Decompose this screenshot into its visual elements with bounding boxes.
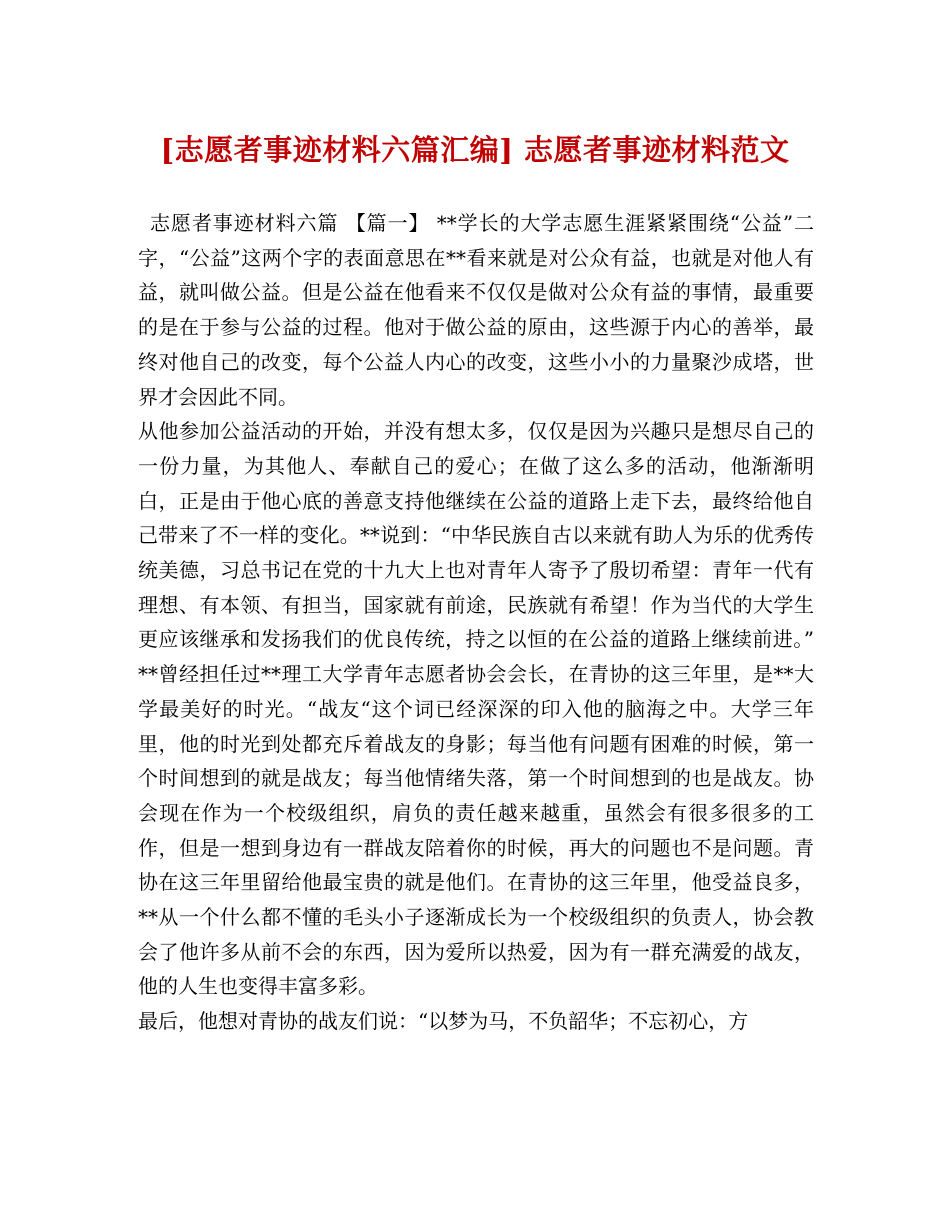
paragraph-2: 从他参加公益活动的开始，并没有想太多，仅仅是因为兴趣只是想尽自己的一份力量，为其他人、奉献自己的爱心；在做了这么多的活动，他渐渐明白，正是由于他心底的善意支持他继续在公益的道路上走下去，最终给他自己带来了不一样的变化。**说到：“中华民族自古以来就有助人为乐的优秀传统美德，习总书记在党的十九大上也对青年人寄予了殷切希望：青年一代有理想、有本领、有担当，国家就有前途，民族就有希望！作为当代的大学生更应该继承和发扬我们的优良传统，持之以恒的在公益的道路上继续前进。” **曾经担任过**理工大学青年志愿者协会会长，在青协的这三年里，是**大学最美好的时光。“战友“这个词已经深深的印入他的脑海之中。大学三年里，他的时光到处都充斥着战友的身影；每当他有问题有困难的时候，第一个时间想到的就是战友；每当他情绪失落，第一个时间想到的也是战友。协会现在作为一个校级组织，肩负的责任越来越重，虽然会有很多很多的工作，但是一想到身边有一群战友陪着你的时候，再大的问题也不是问题。青协在这三年里留给他最宝贵的就是他们。在青协的这三年里，他受益良多，**从一个什么都不懂的毛头小子逐渐成长为一个校级组织的负责人，协会教会了他许多从前不会的东西，因为爱所以热爱，因为有一群充满爱的战友，他的人生也变得丰富多彩。 bbox=[138, 419, 814, 999]
paragraph-3: 最后，他想对青协的战友们说：“以梦为马，不负韶华；不忘初心，方 bbox=[138, 1009, 749, 1034]
document-body bbox=[138, 206, 814, 1039]
paragraph-1: 志愿者事迹材料六篇 【篇一】 **学长的大学志愿生涯紧紧围绕“公益”二字，“公益”这两个字的表面意思在**看来就是对公众有益，也就是对他人有益，就叫做公益。但是公益在他看来不仅仅是做对公众有益的事情，最重要的是在于参与公益的过程。他对于做公益的原由，这些源于内心的善举，最终对他自己的改变，每个公益人内心的改变，这些小小的力量聚沙成塔，世界才会因此不同。 bbox=[138, 211, 814, 409]
document-title: [志愿者事迹材料六篇汇编] 志愿者事迹材料范文 bbox=[160, 133, 790, 167]
